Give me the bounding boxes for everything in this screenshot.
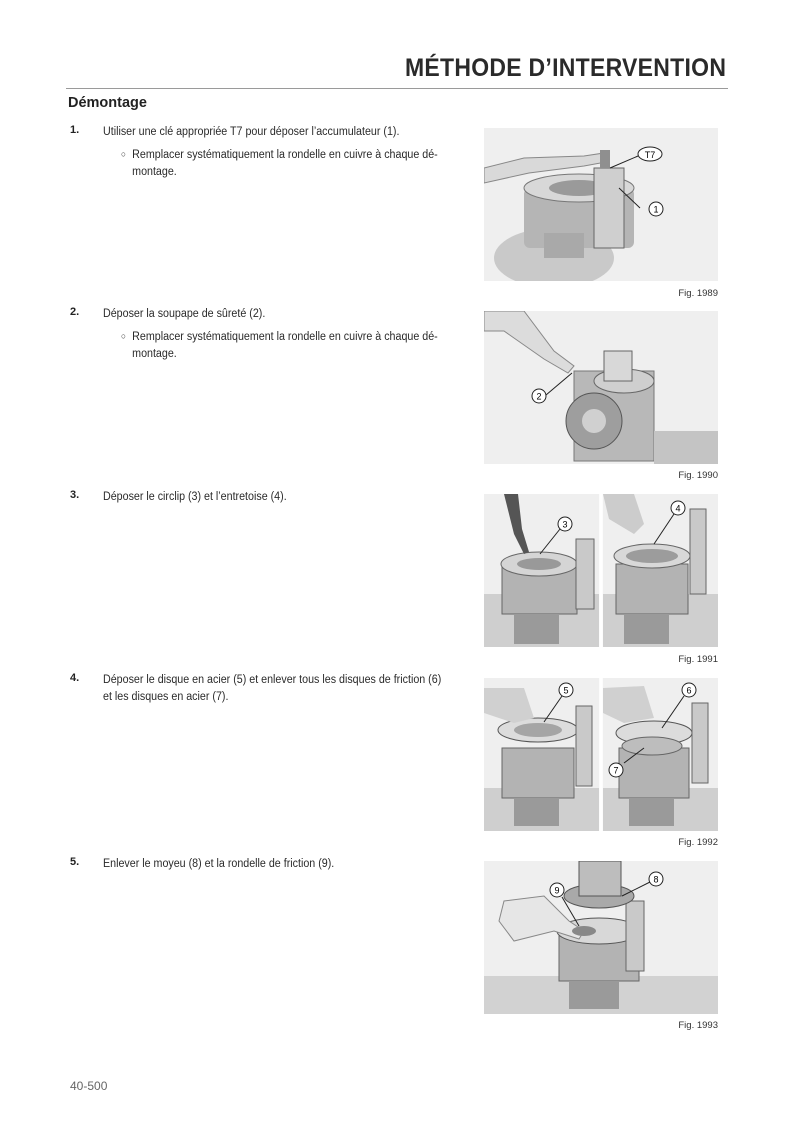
step-text: Enlever le moyeu (8) et la rondelle de friction (9). — [103, 858, 335, 870]
callout-7 — [609, 763, 623, 777]
figure-1992-illustration — [484, 678, 718, 831]
callout-3 — [558, 517, 572, 531]
callout-label: 1 — [653, 204, 659, 215]
callout-label: 4 — [675, 503, 681, 514]
figure-1993-illustration — [484, 861, 718, 1014]
figure-caption: Fig. 1993 — [678, 1020, 718, 1031]
title-divider — [66, 88, 728, 89]
sub-note — [121, 328, 467, 363]
callout-1 — [649, 202, 663, 216]
sub-note-line: Remplacer systématiquement la rondelle en cuivre à chaque dé- — [132, 149, 438, 161]
step-number: 3. — [70, 489, 80, 501]
sub-note-line: montage. — [132, 166, 177, 178]
step-number: 1. — [70, 124, 80, 136]
figure-1989-illustration — [484, 128, 718, 281]
figure-1993 — [484, 861, 718, 1014]
figure-1991-illustration — [484, 494, 718, 647]
figure-caption: Fig. 1992 — [678, 837, 718, 848]
figure-caption: Fig. 1989 — [678, 288, 718, 299]
figure-1992 — [484, 678, 718, 831]
figure-caption: Fig. 1990 — [678, 470, 718, 481]
callout-label: 7 — [613, 765, 619, 776]
callout-T7 — [638, 147, 662, 161]
callout-label: T7 — [644, 150, 656, 160]
sub-note-line: Remplacer systématiquement la rondelle en cuivre à chaque dé- — [132, 331, 438, 343]
figure-1989 — [484, 128, 718, 281]
callout-label: 9 — [554, 885, 560, 896]
step-text: Déposer la soupape de sûreté (2). — [103, 308, 266, 320]
step-number: 4. — [70, 672, 80, 684]
callout-label: 8 — [653, 874, 659, 885]
callout-8 — [649, 872, 663, 886]
callout-label: 3 — [562, 519, 568, 530]
step-text: Déposer le disque en acier (5) et enlever tous les disques de friction (6) et les disques en acier (7). — [103, 674, 442, 703]
callout-5 — [559, 683, 573, 697]
callout-2 — [532, 389, 546, 403]
callout-label: 6 — [686, 685, 692, 696]
sub-note-line: montage. — [132, 348, 177, 360]
callout-label: 5 — [563, 685, 569, 696]
sub-note — [121, 146, 467, 181]
page-title: MÉTHODE D’INTERVENTION — [404, 54, 726, 82]
figure-1991 — [484, 494, 718, 647]
hollow-circle-bullet-icon: ○ — [121, 331, 127, 341]
step-text: Utiliser une clé appropriée T7 pour déposer l’accumulateur (1). — [103, 126, 400, 138]
figure-1990 — [484, 311, 718, 464]
page-number: 40-500 — [70, 1079, 108, 1093]
step-number: 2. — [70, 306, 80, 318]
callout-label: 2 — [536, 391, 542, 402]
figure-1990-illustration — [484, 311, 718, 464]
step-text: Déposer le circlip (3) et l’entretoise (4). — [103, 491, 287, 503]
section-title: Démontage — [68, 95, 147, 111]
callout-6 — [682, 683, 696, 697]
hollow-circle-bullet-icon: ○ — [121, 149, 127, 159]
step-number: 5. — [70, 856, 80, 868]
callout-9 — [550, 883, 564, 897]
callout-4 — [671, 501, 685, 515]
figure-caption: Fig. 1991 — [678, 654, 718, 665]
